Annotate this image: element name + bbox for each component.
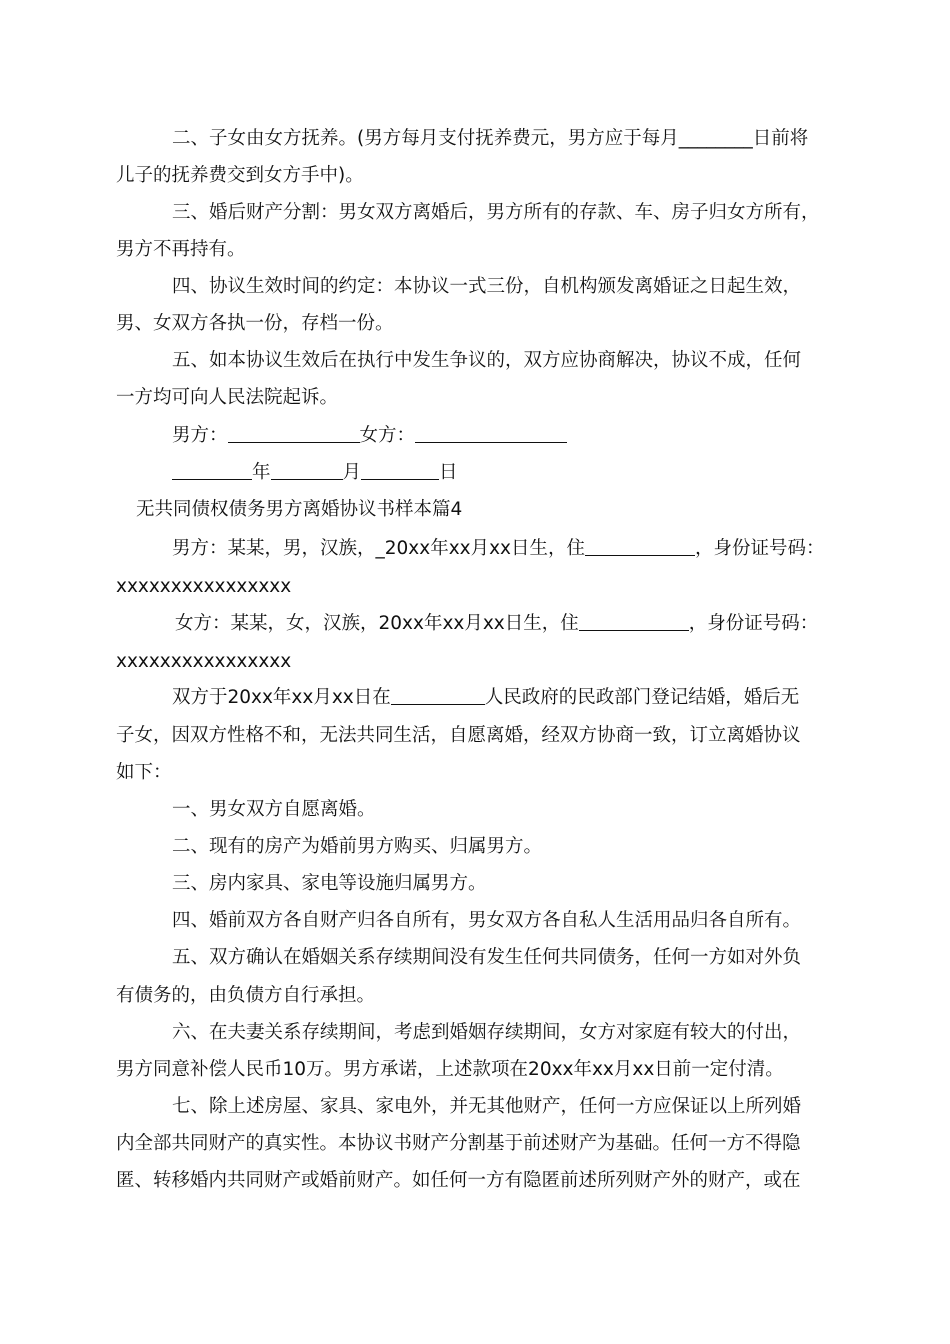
female-id-label: ，身份证号码： <box>688 613 819 634</box>
intro-line-2: 子女，因双方性格不和，无法共同生活，自愿离婚，经双方协商一致，订立离婚协议 <box>116 725 801 746</box>
male-signature-blank <box>228 424 360 443</box>
male-signature-label: 男方： <box>172 425 228 446</box>
term-7-line-2: 内全部共同财产的真实性。本协议书财产分割基于前述财产为基础。任何一方不得隐 <box>116 1133 801 1154</box>
section-title: 无共同债权债务男方离婚协议书样本篇4 <box>136 499 463 520</box>
term-6-line-1: 六、在夫妻关系存续期间，考虑到婚姻存续期间，女方对家庭有较大的付出， <box>172 1022 802 1043</box>
day-label: 日 <box>439 462 458 483</box>
intro-registration-text: 人民政府的民政部门登记结婚，婚后无 <box>484 687 800 708</box>
female-party-info: 女方：某某，女，汉族，20xx年xx月xx日生，住 <box>175 613 579 634</box>
male-address-blank <box>585 537 695 556</box>
female-party-line-1 <box>175 612 850 636</box>
term-1: 一、男女双方自愿离婚。 <box>172 799 376 820</box>
signature-line <box>172 424 850 448</box>
term-7-line-3: 匿、转移婚内共同财产或婚前财产。如任何一方有隐匿前述所列财产外的财产，或在 <box>116 1170 801 1191</box>
clause-4-line-1: 四、协议生效时间的约定：本协议一式三份，自机构颁发离婚证之日起生效， <box>172 276 802 297</box>
term-2: 二、现有的房产为婚前男方购买、归属男方。 <box>172 836 543 857</box>
clause-2-line-2: 儿子的抚养费交到女方手中)。 <box>116 165 364 186</box>
female-signature-label: 女方： <box>359 425 416 446</box>
male-id-number: xxxxxxxxxxxxxxxx <box>116 576 292 597</box>
year-label: 年 <box>252 462 271 483</box>
month-blank <box>271 461 343 480</box>
date-line <box>172 461 850 485</box>
term-6-line-2: 男方同意补偿人民币10万。男方承诺，上述款项在20xx年xx月xx日前一定付清。 <box>116 1059 784 1080</box>
clause-5-line-2: 一方均可向人民法院起诉。 <box>116 387 339 408</box>
clause-3-line-2: 男方不再持有。 <box>116 239 246 260</box>
intro-date-text: 双方于20xx年xx月xx日在 <box>172 687 391 708</box>
clause-4-line-2: 男、女双方各执一份，存档一份。 <box>116 313 394 334</box>
month-label: 月 <box>342 462 362 483</box>
term-5-line-2: 有债务的，由负债方自行承担。 <box>116 985 376 1006</box>
female-address-blank <box>579 612 689 631</box>
clause-2-line-1: 二、子女由女方抚养。(男方每月支付抚养费元，男方应于每月________日前将 <box>172 128 809 149</box>
term-5-line-1: 五、双方确认在婚姻关系存续期间没有发生任何共同债务，任何一方如对外负 <box>172 947 802 968</box>
day-blank <box>361 461 439 480</box>
term-7-line-1: 七、除上述房屋、家具、家电外，并无其他财产，任何一方应保证以上所列婚 <box>172 1096 802 1117</box>
registration-place-blank <box>391 686 485 705</box>
intro-line-3: 如下： <box>116 762 172 783</box>
male-id-label: ，身份证号码： <box>694 538 825 559</box>
male-party-line-1 <box>172 537 850 561</box>
clause-3-line-1: 三、婚后财产分割：男女双方离婚后，男方所有的存款、车、房子归女方所有， <box>172 202 820 223</box>
term-4: 四、婚前双方各自财产归各自所有，男女双方各自私人生活用品归各自所有。 <box>172 910 802 931</box>
clause-5-line-1: 五、如本协议生效后在执行中发生争议的，双方应协商解决，协议不成，任何 <box>172 350 802 371</box>
term-3: 三、房内家具、家电等设施归属男方。 <box>172 873 487 894</box>
intro-line-1 <box>172 686 850 710</box>
female-signature-blank <box>415 424 567 443</box>
female-id-number: xxxxxxxxxxxxxxxx <box>116 651 292 672</box>
year-blank <box>172 461 252 480</box>
male-party-info: 男方：某某，男，汉族，_20xx年xx月xx日生，住 <box>172 538 585 559</box>
